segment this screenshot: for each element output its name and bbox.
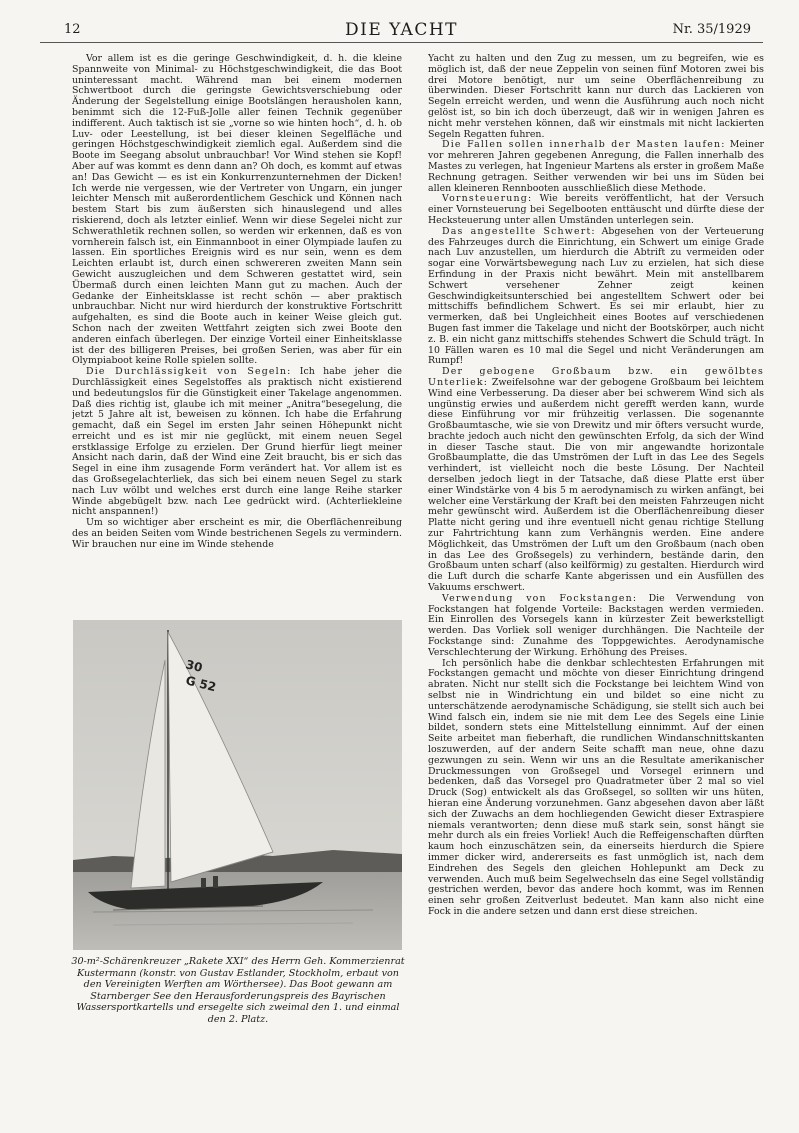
paragraph: Die Durchlässigkeit von Segeln: Ich habe jeher die Durchlässigkeit eines Segelstoffes als praktisch nicht existierend und bedeutungslos für die Günstigkeit einer Takelage angenommen. Daß dies richtig ist, glaube ich mit meiner „Anitra“besegelung, die jetzt 5 Jahre alt ist, beweisen zu können. Ich habe die Erfahrung gemacht, daß ein Segel im ersten Jahr seinen Höhepunkt nicht erreicht und es ist mir nie geglückt, mit einem neuen Segel erstklassige Erfolge zu erzielen. Der Grund hierfür liegt meiner Ansicht nach darin, daß der Wind eine Zeit braucht, bis er sich das Segel in eine ihm zusagende Form verändert hat. Vor allem ist es das Großsegelachterliek, das sich bei einem neuen Segel zu stark nach Luv wölbt und welches erst durch eine lange Reihe starker Winde abgebügelt bzw. nach Lee gedrückt wird. (Achterliekleine nicht anspannen!) — [72, 366, 402, 518]
paragraph-lead: Verwendung von Fockstangen: — [442, 592, 638, 604]
left-text-column — [72, 54, 402, 614]
right-text-column — [428, 54, 764, 1084]
paragraph: Yacht zu halten und den Zug zu messen, um zu begreifen, wie es möglich ist, daß der neue Zeppelin von seinen fünf Motoren zwei bis drei Motore benötigt, nur um seine Oberflächenreibung zu überwinden. Dieser Fortschritt kann nur durch das Lackieren von Segeln erreicht werden, und wenn die Ausführung auch noch nicht gelöst ist, so bin ich doch überzeugt, daß wir in wenigen Jahren es nicht mehr verstehen können, daß wir einstmals mit nicht lackierten Segeln Regatten fuhren. — [428, 54, 764, 140]
paragraph: Ich persönlich habe die denkbar schlechtesten Erfahrungen mit Fockstangen gemacht und möchte von dieser Einrichtung dringend abraten. Nicht nur stellt sich die Fockstange bei leichtem Wind von selbst nie in Windrichtung ein und bildet so eine nicht zu unterschätzende aerodynamische Schädigung, sie stellt sich auch bei Wind falsch ein, indem sie nie mit dem Lee des Segels eine Linie bildet, sondern stets eine Mittelstellung einnimmt. Auf der einen Seite arbeitet man fieberhaft, die rundlichen Windanschnittskanten loszuwerden, auf der andern Seite schafft man neue, ohne dazu gezwungen zu sein. Wenn wir uns an die Resultate amerikanischer Druckmessungen von Großsegel und Vorsegel erinnern und bedenken, daß das Vorsegel pro Quadratmeter über 2 mal so viel Druck (Sog) entwickelt als das Großsegel, so sollten wir uns hüten, hieran eine Änderung vorzunehmen. Ganz abgesehen davon aber läßt sich der Zuwachs an dem hochliegenden Gewicht dieser Extraspiere niemals verantworten; denn diese muß stark sein, sonst hängt sie mehr durch als ein freies Vorliek! Auch die Reffeigenschaften dürften kaum hoch einzuschätzen sein, da einerseits hierdurch die Spiere immer dicker wird, andererseits es fast unmöglich ist, nach dem Eindrehen des Segels den gleichen Hohlepunkt am Deck zu verwenden. Auch muß beim Segelwechseln das eine Segel vollständig gestrichen werden, bevor das andere hoch kommt, was im Rennen einen sehr großen Zeitverlust bedeutet. Man kann also nicht eine Fock in die andere setzen und dann erst diese streichen. — [428, 657, 764, 917]
sailboat-photo-illustration — [73, 620, 402, 950]
sail-number-bottom: G 52 — [184, 673, 218, 695]
sailboat-photo — [73, 620, 402, 950]
paragraph: Das angestellte Schwert: Abgesehen von der Verteuerung des Fahrzeuges durch die Einrichtung, ein Schwert um einige Grade nach Luv anzustellen, um hierdurch die Abtrift zu vermeiden oder sogar eine Vorwärtsbewegung nach Luv zu erzielen, hat sich diese Erfindung in der Praxis nicht bewährt. Mein mit anstellbarem Schwert versehener Zehner zeigt keinen Geschwindigkeitsunterschied bei angestelltem Schwert oder bei mittschiffs befindlichem Schwert. Es sei mir erlaubt, hier zu vermerken, daß bei Ungleichheit eines Bootes auf verschiedenen Bugen fast immer die Takelage und nicht der Bootskörper, auch nicht z. B. ein nicht ganz mittschiffs stehendes Schwert die Schuld trägt. In 10 Fällen waren es 10 mal die Segel und nicht Veränderungen am Rumpf! — [428, 225, 764, 367]
paragraph-lead: Das angestellte Schwert: — [442, 225, 596, 237]
paragraph: Der gebogene Großbaum bzw. ein gewölbtes Unterliek: Zweifelsohne war der gebogene Großbaum bei leichtem Wind eine Verbesserung. Da dieser aber bei schwerem Wind sich als ungünstig erwies und außerdem nicht gerefft werden kann, wurde diese Einführung vor mir frühzeitig verlassen. Die sogenannte Großbaumtasche, wie sie von Drewitz und mir öfters versucht wurde, brachte jedoch auch nicht den gewünschten Erfolg, da sich der Wind in dieser Tasche staut. Die von mir angewandte horizontale Großbaumplatte, die das Umströmen der Luft in das Lee des Segels verhindert, ist vielleicht noch die beste Lösung. Der Nachteil derselben jedoch liegt in der Tatsache, daß diese Platte erst über einer Windstärke von 4 bis 5 m aerodynamisch zu wirken anfängt, bei welcher eine Verstärkung der Kraft bei den meisten Fahrzeugen nicht mehr gewünscht wird. Außerdem ist die Oberflächenreibung dieser Platte nicht gering und ihre eventuell nicht genau richtige Stellung zur Fahrtrichtung kann zum Verhängnis werden. Eine andere Möglichkeit, das Umströmen der Luft um den Großbaum (nach oben in das Lee des Großsegels) zu verhindern, bestände darin, den Großbaum unten scharf (also keilförmig) zu gestalten. Hierdurch wird die Luft durch die scharfe Kante abgerissen und ein Ausfüllen des Vakuums erschwert. — [428, 366, 764, 594]
paragraph: Vornsteuerung: Wie bereits veröffentlicht, hat der Versuch einer Vornsteuerung bei Segelbooten enttäuscht und dürfte diese der Hecksteuerung unter allen Umständen unterlegen sein. — [428, 193, 764, 226]
paragraph: Vor allem ist es die geringe Geschwindigkeit, d. h. die kleine Spannweite von Minimal- zu Höchstgeschwindigkeit, die das Boot uninteressant macht. Während man bei einem modernen Schwertboot durch die geringste Gewichtsverschiebung oder Änderung der Segelstellung einige Bootslängen herausholen kann, benimmt sich die 12-Fuß-Jolle aller feinen Technik gegenüber indifferent. Auch taktisch ist sie „vorne so wie hinten hoch“, d. h. ob Luv- oder Leestellung, ist bei dieser kleinen Segelfläche und geringen Höchstgeschwindigkeit ziemlich egal. Außerdem sind die Boote im Seegang absolut unbrauchbar! Vor Wind stehen sie Kopf! Aber auf was kommt es denn dann an? Oh doch, es kommt auf etwas an! Das Gewicht — es ist ein Konkurrenzunternehmen der Dicken! Ich werde nie vergessen, wie der Vertreter von Ungarn, ein junger leichter Mensch mit außerordentlichem Geschick und Können nach bestem Start bis zum äußersten sich hinauslegend und alles riskierend, doch als letzter einlief. Wenn wir diese Segelei nicht zur Schwerathletik rechnen sollen, so werden wir erkennen, daß es von vornherein falsch ist, ein Einmannboot in einer Olympiade laufen zu lassen. Ein sportliches Ereignis wird es nur sein, wenn es dem Leichten erlaubt ist, durch einen schwereren zweiten Mann sein Gewicht auszugleichen und dem Schweren gestattet wird, sein Übermaß durch einen leichten Mann gut zu machen. Auch der Gedanke der Einheitsklasse ist recht schön — aber praktisch unbrauchbar. Nicht nur wird hierdurch der konstruktive Fortschritt aufgehalten, es sind die Boote auch in keiner Weise gleich gut. Schon nach der zweiten Wettfahrt zeigten sich zwei Boote den anderen einfach überlegen. Der einzige Vorteil einer Einheitsklasse ist der des billigeren Preises, bei großen Serien, was aber für ein Olympiaboot keine Rolle spielen sollte. — [72, 54, 402, 367]
magazine-title: DIE YACHT — [344, 20, 458, 40]
page-number: 12 — [64, 22, 81, 37]
issue-number: Nr. 35/1929 — [672, 22, 751, 37]
paragraph: Verwendung von Fockstangen: Die Verwendung von Fockstangen hat folgende Vorteile: Backstagen werden vermieden. Ein Einrollen des Vorsegels kann in kürzester Zeit bewerkstelligt werden. Das Vorliek soll weniger durchhängen. Die Nachteile der Fockstange sind: Zunahme des Toppgewichtes. Aerodynamische Verschlechterung der Wirkung. Erhöhung des Preises. — [428, 592, 764, 658]
paragraph: Die Fallen sollen innerhalb der Masten laufen: Meiner vor mehreren Jahren gegebenen Anregung, die Fallen innerhalb des Mastes zu verlegen, hat Ingenieur Martens als erster in großem Maße Rechnung getragen. Seither verwenden wir bei uns im Süden bei allen kleineren Rennbooten ausschließlich diese Methode. — [428, 139, 764, 194]
paragraph-lead: Die Durchlässigkeit von Segeln: — [86, 366, 292, 378]
page-header — [40, 20, 763, 43]
photo-caption: 30-m²-Schärenkreuzer „Rakete XXI“ des Herrn Geh. Kommerzienrat Kustermann (konstr. von Gustav Estlander, Stockholm, erbaut von den Vereinigten Werften am Wörthersee). Das Boot gewann am Starnberger See den Herausforderungspreis des Bayrischen Wassersportkartells und ersegelte sich zweimal den 1. und einmal den 2. Platz. — [71, 956, 405, 1025]
paragraph-lead: Vornsteuerung: — [442, 193, 533, 205]
sail-number-top: 30 — [184, 657, 204, 675]
paragraph-lead: Die Fallen sollen innerhalb der Masten laufen: — [442, 139, 726, 151]
paragraph: Um so wichtiger aber erscheint es mir, die Oberflächenreibung des an beiden Seiten vom Winde bestrichenen Segels zu vermindern. Wir brauchen nur eine im Winde stehende — [72, 517, 402, 550]
paragraph-lead: Der gebogene Großbaum bzw. ein gewölbtes Unterliek: — [428, 366, 764, 388]
